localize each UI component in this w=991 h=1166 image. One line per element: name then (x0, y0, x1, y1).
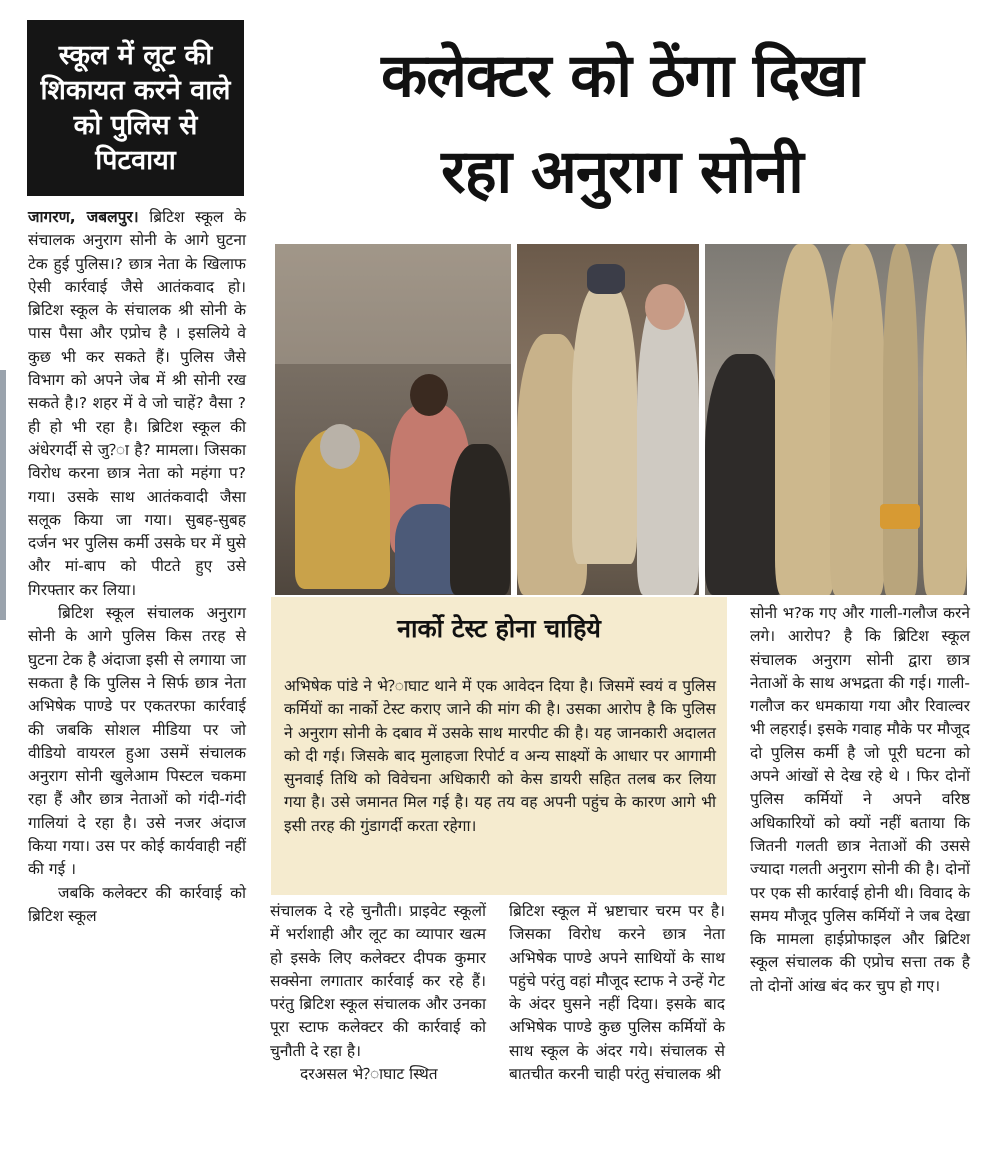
column-1-paragraph-3: जबकि कलेक्टर की कार्रवाई को ब्रिटिश स्कूल (28, 883, 246, 925)
photo-family-scuffle (275, 244, 511, 595)
column-1-text-1: ब्रिटिश स्कूल के संचालक अनुराग सोनी के आगे घुटना टेक हुई पुलिस।? छात्र नेता के खिलाफ ऐसी कार्रवाई जैसे आतंकवाद हो। ब्रिटिश स्कूल के संचालक श्री सोनी के पास पैसा और एप्रोच है । इसलिये वे कुछ भी कर सकते हैं। पुलिस जैसे विभाग को अपने जेब में श्री सोनी रख सकते है।? शहर में वे जो चाहें? वैसा ?ही हो भी रहा है। ब्रिटिश स्कूल की अंधेरगर्दी से जु?ा है? मामला। जिसका विरोध करना छात्र नेता को महंगा प? गया। उसके साथ आतंकवादी जैसा सलूक किया जा गया। सुबह-सुबह दर्जन भर पुलिस कर्मी उसके घर में घुसे और मां-बाप को पीटते हुए उसे गिरफ्तार कर लिया। (28, 208, 247, 599)
main-headline (262, 28, 982, 220)
news-photo-collage (275, 244, 967, 595)
column-3-paragraph-1: ब्रिटिश स्कूल में भ्रष्टाचार चरम पर है। जिसका विरोध करने छात्र नेता अभिषेक पाण्डे अपने साथियों के साथ पहुंचे परंतु वहां मौजूद स्टाफ ने उन्हें गेट के अंदर घुसने नहीं दिया। इसके बाद अभिषेक पाण्डे कुछ पुलिस कर्मियों के साथ स्कूल के अंदर गये। संचालक से बातचीत करनी चाही परंतु संचालक श्री (509, 902, 725, 1084)
headline-line-1: कलेक्टर को ठेंगा दिखा (381, 41, 863, 111)
article-column-3 (509, 900, 725, 1086)
headline-line-2: रहा अनुराग सोनी (441, 137, 803, 207)
photo-police-visit (517, 244, 699, 595)
column-1-paragraph-1 (28, 206, 246, 602)
dateline: जागरण, जबलपुर। (28, 208, 139, 226)
adjacent-page-edge (0, 370, 6, 620)
photo-police-with-motorcycle (705, 244, 967, 595)
column-2-paragraph-2: दरअसल भे?ाघाट स्थित (300, 1065, 438, 1084)
boxout-body: अभिषेक पांडे ने भे?ाघाट थाने में एक आवेदन दिया है। जिसमें स्वयं व पुलिस कर्मियों का नार्को टेस्ट कराए जाने की मांग की है। उसका आरोप है कि पुलिस ने अनुराग सोनी के दबाव में उसके साथ मारपीट की है। यह जानकारी अदालत को दी गई। जिसके बाद मुलाहजा रिपोर्ट व अन्य साक्ष्यों के आधार पर आगामी सुनवाई तिथि को विवेचना अधिकारी को केस डायरी सहित तलब कर लिया गया है। उसे जमानत मिल गई है। यह तय वह अपनी पहुंच के कारण आगे भी इसी तरह की गुंडागर्दी करता रहेगा। (284, 677, 716, 835)
column-4-paragraph-1: सोनी भ?क गए और गाली-गलौज करने लगे। आरोप? है कि ब्रिटिश स्कूल संचालक अनुराग सोनी द्वारा छात्र नेताओं के साथ अभद्रता की गई। गाली-गलौज कर धमकाया गया और रिवाल्वर भी लहराई। इसके गवाह मौके पर मौजूद दो पुलिस कर्मी है जो पूरी घटना को अपने आंखों से देख रहे थे । फिर दोनों पुलिस कर्मियों ने अपने वरिष्ठ अधिकारियों को क्यों नहीं बताया कि जितनी गलती छात्र नेताओं की उससे ज्यादा गलती अनुराग सोनी की है। दोनों पर एक सी कार्रवाई होनी थी। विवाद के समय मौजूद पुलिस कर्मियों ने जब देखा कि मामला हाईप्रोफाइल और ब्रिटिश स्कूल संचालक की एप्रोच सत्ता तक है तो दोनों आंख बंद कर चुप हो गए। (750, 604, 970, 995)
article-column-4 (750, 602, 970, 998)
boxout-title: नार्को टेस्ट होना चाहिये (397, 614, 601, 643)
sidebar-headline-box (27, 20, 244, 196)
column-1-paragraph-2: ब्रिटिश स्कूल संचालक अनुराग सोनी के आगे पुलिस किस तरह से घुटना टेक है अंदाजा इसी से लगाया जा सकता है कि पुलिस ने सिर्फ छात्र नेता अभिषेक पाण्डे पर एकतरफा कार्रवाई की जबकि सोशल मीडिया पर जो वीडियो वायरल हुआ उसमें संचालक अनुराग सोनी खुलेआम पिस्टल चकमा रहा हैं और छात्र नेताओं को गंदी-गंदी गालियां दे रहा है। उसे नजर अंदाज किया गया। उस पर कोई कार्यवाही नहीं की गई । (28, 604, 246, 879)
narco-test-boxout (271, 597, 727, 895)
article-column-2 (270, 900, 486, 1086)
column-2-paragraph-1: संचालक दे रहे चुनौती। प्राइवेट स्कूलों में भर्राशाही और लूट का व्यापार खत्म हो इसके लिए कलेक्टर दीपक कुमार सक्सेना लगातार कार्रवाई कर रहे हैं। परंतु ब्रिटिश स्कूल संचालक और उनका पूरा स्टाफ कलेक्टर की कार्रवाई को चुनौती दे रहा है। (270, 902, 486, 1060)
article-column-1 (28, 206, 246, 928)
sidebar-headline: स्कूल में लूट की शिकायत करने वाले को पुलिस से पिटवाया (40, 40, 231, 176)
